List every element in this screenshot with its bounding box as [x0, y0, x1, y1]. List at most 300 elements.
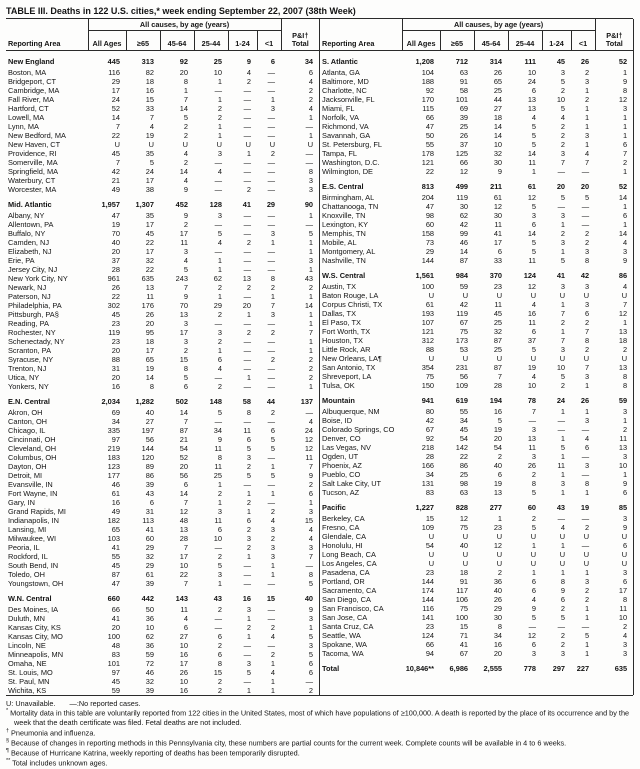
value-cell: 10 [556, 94, 566, 104]
value-cell: 2 [246, 524, 251, 534]
value-cell: 23 [111, 336, 120, 346]
footnote-marker: ** [6, 757, 11, 764]
value-cell: 9 [183, 210, 188, 220]
reporting-area-cell: Colorado Springs, CO [322, 424, 395, 434]
value-cell: 101 [107, 658, 120, 668]
value-cell: 2 [217, 640, 222, 650]
value-cell: 1 [622, 121, 628, 131]
value-cell: — [267, 130, 276, 140]
value-cell: 1 [217, 255, 222, 265]
value-cell: 1 [308, 130, 314, 140]
value-cell: U [621, 558, 628, 568]
value-cell: 174 [421, 585, 435, 595]
value-cell: 3 [584, 299, 590, 309]
legend-line [6, 699, 633, 709]
value-cell: 1 [622, 317, 628, 327]
value-cell: 12 [527, 630, 537, 640]
value-cell: — [267, 363, 276, 373]
city-row [320, 568, 633, 577]
value-cell: 1 [531, 540, 537, 550]
city-row [6, 570, 319, 579]
table-body-left [6, 50, 319, 695]
value-cell: 26 [493, 67, 503, 77]
value-cell: 11 [557, 460, 566, 470]
footnote-text: Because of Hurricane Katrina, weekly reporting of deaths has been temporarily disrupted. [10, 748, 300, 758]
value-cell: 8 [217, 452, 222, 462]
value-cell: 119 [456, 192, 469, 202]
value-cell: 28 [179, 533, 188, 543]
value-cell: — [267, 184, 276, 194]
value-cell: 502 [175, 396, 188, 406]
value-cell: 15 [459, 621, 469, 631]
value-cell: 59 [145, 649, 154, 659]
value-cell: 13 [618, 442, 628, 452]
value-cell: 3 [217, 506, 222, 516]
value-cell: 19 [145, 130, 154, 140]
value-cell: — [528, 621, 537, 631]
value-cell: 66 [425, 639, 435, 649]
value-cell: U [621, 549, 628, 559]
reporting-area-cell: Worcester, MA [8, 184, 57, 194]
value-cell: 85 [618, 502, 628, 512]
value-cell: 4 [622, 630, 628, 640]
value-cell: — [243, 354, 251, 364]
value-cell: 4 [622, 281, 628, 291]
value-cell: 11 [528, 442, 537, 452]
value-cell: 15 [213, 667, 222, 677]
value-cell: U [559, 549, 566, 559]
value-cell: 16 [111, 497, 120, 507]
value-cell: 1 [584, 639, 590, 649]
value-cell: 4 [308, 76, 314, 86]
value-cell: 2 [560, 130, 566, 140]
value-cell: — [267, 345, 276, 355]
city-row [320, 86, 633, 95]
city-row [320, 95, 633, 104]
value-cell: 45 [145, 228, 154, 238]
reporting-area-cell: Peoria, IL [8, 542, 40, 552]
value-cell: 1 [622, 219, 628, 229]
value-cell: 6 [183, 381, 188, 391]
city-row [320, 613, 633, 622]
city-row [6, 552, 319, 561]
value-cell: — [243, 210, 251, 220]
value-cell: 45 [459, 424, 469, 434]
city-row [320, 122, 633, 131]
value-cell: 173 [455, 335, 469, 345]
value-cell: 7 [308, 461, 314, 471]
value-cell: 2 [560, 380, 566, 390]
value-cell: 3 [308, 613, 314, 623]
value-cell: 219 [107, 443, 120, 453]
value-cell: 11 [494, 219, 503, 229]
city-row [320, 416, 633, 425]
reporting-area-cell: Portland, OR [322, 576, 365, 586]
city-row [320, 167, 633, 176]
value-cell: 4 [584, 433, 590, 443]
value-cell: — [267, 210, 276, 220]
value-cell: 24 [145, 166, 154, 176]
value-cell: 7 [115, 157, 120, 167]
value-cell: 34 [213, 425, 222, 435]
value-cell: 27 [493, 103, 503, 113]
value-cell: 6 [183, 622, 188, 632]
value-cell: 2 [217, 309, 222, 319]
value-cell: U [530, 558, 537, 568]
value-cell: 2 [270, 649, 276, 659]
value-cell: 6 [560, 594, 566, 604]
value-cell: 19 [145, 363, 154, 373]
deaths-table-left [6, 19, 319, 695]
city-row [6, 220, 319, 229]
value-cell: 69 [111, 407, 120, 417]
table-title: TABLE III. Deaths in 122 U.S. cities,* week ending September 22, 2007 (38th Week) [6, 6, 356, 16]
value-cell: 61 [425, 299, 435, 309]
value-cell: 5 [531, 344, 537, 354]
value-cell: 16 [493, 406, 503, 416]
value-cell: 4 [183, 255, 188, 265]
value-cell: 3 [622, 648, 628, 658]
value-cell: 80 [425, 406, 435, 416]
header-45-64: 45-64 [474, 31, 508, 51]
reporting-area-cell: Scranton, PA [8, 345, 51, 355]
value-cell: U [530, 531, 537, 541]
value-cell: — [305, 219, 314, 229]
value-cell: 2 [584, 344, 590, 354]
value-cell: 100 [107, 631, 120, 641]
city-row [6, 113, 319, 122]
city-row [6, 346, 319, 355]
value-cell: U [530, 290, 537, 300]
value-cell: 14 [493, 121, 503, 131]
value-cell: 2 [622, 424, 628, 434]
reporting-area-cell: Richmond, VA [322, 121, 369, 131]
value-cell: 87 [493, 362, 503, 372]
value-cell: 71 [459, 630, 469, 640]
city-row [6, 328, 319, 337]
value-cell: 20 [556, 181, 566, 191]
value-cell: 1 [270, 237, 276, 247]
reporting-area-cell: E.S. Central [322, 181, 364, 191]
value-cell: 111 [524, 56, 537, 66]
value-cell: 1 [308, 497, 314, 507]
value-cell: 2 [270, 533, 276, 543]
value-cell: 8 [584, 255, 590, 265]
value-cell: 2 [560, 603, 566, 613]
value-cell: — [305, 121, 314, 131]
value-cell: 12 [618, 308, 628, 318]
reporting-area-cell: Norfolk, VA [322, 112, 359, 122]
reporting-area-cell: Milwaukee, WI [8, 533, 57, 543]
value-cell: 5 [531, 121, 537, 131]
value-cell: 7 [183, 578, 188, 588]
value-cell: 41 [242, 199, 251, 209]
value-cell: 34 [425, 469, 435, 479]
value-cell: 8 [217, 658, 222, 668]
value-cell: 1 [270, 461, 276, 471]
value-cell: — [214, 246, 222, 256]
value-cell: 2 [217, 488, 222, 498]
value-cell: 2 [560, 121, 566, 131]
value-cell: — [581, 166, 590, 176]
value-cell: 22 [145, 237, 154, 247]
value-cell: 22 [145, 264, 154, 274]
value-cell: 6 [531, 85, 537, 95]
value-cell: U [559, 290, 566, 300]
value-cell: — [243, 157, 251, 167]
value-cell: 1 [497, 513, 503, 523]
value-cell: 5 [308, 578, 314, 588]
value-cell: 5 [584, 192, 590, 202]
value-cell: U [583, 353, 590, 363]
value-cell: 6 [622, 576, 628, 586]
value-cell: 52 [618, 56, 628, 66]
value-cell: 5 [531, 139, 537, 149]
city-row [320, 381, 633, 390]
value-cell: 26 [493, 594, 503, 604]
value-cell: 7 [560, 335, 566, 345]
value-cell: 6 [246, 434, 251, 444]
value-cell: 2 [183, 130, 188, 140]
value-cell: 75 [459, 522, 469, 532]
value-cell: 10 [556, 362, 566, 372]
value-cell: — [305, 148, 314, 158]
value-cell: 40 [493, 585, 503, 595]
reporting-area-cell: San Francisco, CA [322, 603, 384, 613]
reporting-area-cell: Albuquerque, NM [322, 406, 380, 416]
city-row [6, 453, 319, 462]
city-row [320, 140, 633, 149]
value-cell: 8 [308, 166, 314, 176]
value-cell: 2 [217, 336, 222, 346]
value-cell: 13 [618, 362, 628, 372]
value-cell: 36 [145, 640, 154, 650]
reporting-area-cell: Tacoma, WA [322, 648, 364, 658]
value-cell: 8 [622, 594, 628, 604]
city-row [6, 176, 319, 185]
value-cell: 63 [459, 67, 469, 77]
reporting-area-cell: Gary, IN [8, 497, 35, 507]
reporting-area-cell: Schenectady, NY [8, 336, 65, 346]
value-cell: — [267, 381, 276, 391]
value-cell: 3 [246, 604, 251, 614]
value-cell: 3 [308, 640, 314, 650]
value-cell: 1 [560, 433, 566, 443]
value-cell: 1 [560, 469, 566, 479]
value-cell: 4 [217, 363, 222, 373]
value-cell: 1 [560, 219, 566, 229]
value-cell: 13 [179, 309, 188, 319]
value-cell: 3 [308, 175, 314, 185]
value-cell: 3 [622, 513, 628, 523]
value-cell: — [214, 85, 222, 95]
value-cell: 119 [108, 327, 120, 337]
value-cell: 2 [584, 522, 590, 532]
reporting-area-cell: Long Beach, CA [322, 549, 376, 559]
value-cell: 2 [560, 317, 566, 327]
value-cell: 3 [531, 424, 537, 434]
value-cell: 297 [552, 663, 566, 673]
value-cell: 48 [179, 515, 188, 525]
value-cell: — [243, 291, 251, 301]
value-cell: — [243, 569, 251, 579]
value-cell: 1 [246, 372, 251, 382]
value-cell: 30 [493, 210, 503, 220]
value-cell: 45 [556, 56, 566, 66]
value-cell: 8 [531, 478, 537, 488]
value-cell: 10 [618, 612, 628, 622]
value-cell: 144 [421, 594, 435, 604]
value-cell: 6 [308, 67, 314, 77]
value-cell: 5 [560, 255, 566, 265]
value-cell: 18 [145, 76, 154, 86]
city-row [320, 131, 633, 140]
value-cell: 124 [421, 630, 435, 640]
value-cell: 11 [214, 461, 222, 471]
value-cell: 40 [145, 407, 154, 417]
value-cell: 13 [618, 326, 628, 336]
value-cell: 4 [308, 524, 314, 534]
value-cell: 13 [527, 433, 537, 443]
value-cell: 3 [308, 542, 314, 552]
value-cell: 5 [308, 228, 314, 238]
value-cell: U [530, 353, 537, 363]
value-cell: 6 [217, 354, 222, 364]
city-row [6, 614, 319, 623]
value-cell: 1 [308, 246, 314, 256]
value-cell: 6 [622, 139, 628, 149]
value-cell: 20 [179, 67, 188, 77]
city-row [6, 167, 319, 176]
value-cell: U [559, 531, 566, 541]
value-cell: 1 [246, 631, 251, 641]
value-cell: 1 [622, 415, 628, 425]
value-cell: 12 [304, 434, 314, 444]
value-cell: 6 [531, 219, 537, 229]
value-cell: 1 [270, 685, 276, 695]
value-cell: 1 [584, 603, 590, 613]
value-cell: 65 [145, 354, 154, 364]
value-cell: 6 [584, 442, 590, 452]
value-cell: 12 [304, 443, 314, 453]
value-cell: U [559, 558, 566, 568]
value-cell: — [267, 416, 276, 426]
value-cell: 5 [308, 649, 314, 659]
value-cell: 3 [584, 371, 590, 381]
value-cell: 7 [183, 497, 188, 507]
value-cell: 38 [145, 184, 154, 194]
value-cell: 2 [246, 282, 251, 292]
value-cell: 6 [622, 540, 628, 550]
value-cell: 56 [179, 470, 188, 480]
value-cell: 41 [459, 639, 469, 649]
value-cell: 5 [531, 237, 537, 247]
value-cell: — [243, 416, 251, 426]
reporting-area-cell: Chattanooga, TN [322, 201, 379, 211]
value-cell: 4 [308, 416, 314, 426]
reporting-area-cell: Denver, CO [322, 433, 361, 443]
value-cell: — [305, 157, 314, 167]
value-cell: 54 [425, 540, 435, 550]
footnote-pennsylvania [6, 738, 633, 748]
value-cell: 3 [560, 344, 566, 354]
value-cell: 10 [527, 380, 537, 390]
value-cell: 15 [145, 94, 154, 104]
reporting-area-cell: Birmingham, AL [322, 192, 375, 202]
value-cell: 11 [146, 291, 154, 301]
city-row [320, 407, 633, 416]
value-cell: 61 [145, 569, 154, 579]
value-cell: 1 [246, 685, 251, 695]
value-cell: 1 [622, 166, 628, 176]
reporting-area-cell: Spokane, WA [322, 639, 367, 649]
value-cell: U [496, 353, 503, 363]
value-cell: U [148, 139, 154, 149]
reporting-area-cell: Las Vegas, NV [322, 442, 371, 452]
value-cell: 3 [531, 451, 537, 461]
value-cell: 499 [455, 181, 469, 191]
reporting-area-cell: Rockford, IL [8, 551, 48, 561]
header-25-44: 25-44 [508, 31, 542, 51]
value-cell: 2 [308, 282, 314, 292]
value-cell: — [214, 622, 222, 632]
value-cell: — [581, 424, 590, 434]
value-cell: 24 [111, 94, 120, 104]
value-cell: 11 [494, 299, 503, 309]
footnotes [6, 699, 633, 768]
value-cell: 6 [217, 649, 222, 659]
value-cell: 50 [425, 130, 435, 140]
value-cell: 1 [270, 676, 276, 686]
reporting-area-cell: Erie, PA [8, 255, 35, 265]
value-cell: 6 [149, 497, 154, 507]
reporting-area-cell: Detroit, MI [8, 470, 43, 480]
city-row [6, 417, 319, 426]
reporting-area-cell: Fresno, CA [322, 522, 360, 532]
value-cell: 6 [246, 515, 251, 525]
value-cell: 44 [266, 396, 276, 406]
value-cell: 29 [111, 76, 120, 86]
value-cell: 14 [618, 228, 628, 238]
reporting-area-cell: San Antonio, TX [322, 362, 376, 372]
value-cell: 116 [108, 67, 120, 77]
reporting-area-cell: Albany, NY [8, 210, 45, 220]
value-cell: 1 [217, 497, 222, 507]
value-cell: 4 [183, 175, 188, 185]
value-cell: 10 [179, 640, 188, 650]
value-cell: 2 [308, 685, 314, 695]
city-row [6, 95, 319, 104]
value-cell: 1 [584, 406, 590, 416]
value-cell: 3 [270, 524, 276, 534]
city-row [6, 444, 319, 453]
region-total-row [320, 497, 633, 514]
value-cell: 2 [270, 354, 276, 364]
value-cell: 11 [528, 255, 537, 265]
value-cell: 3 [560, 67, 566, 77]
reporting-area-cell: Lowell, MA [8, 112, 45, 122]
value-cell: 941 [421, 395, 435, 405]
value-cell: 5 [560, 612, 566, 622]
value-cell: 29 [145, 542, 154, 552]
header-ge65: ≥65 [126, 31, 160, 51]
reporting-area-cell: Yonkers, NY [8, 381, 49, 391]
reporting-area-cell: Total [322, 663, 340, 673]
value-cell: 16 [242, 593, 251, 603]
value-cell: 25 [213, 56, 222, 66]
value-cell: 23 [425, 621, 435, 631]
value-cell: 29 [145, 560, 154, 570]
